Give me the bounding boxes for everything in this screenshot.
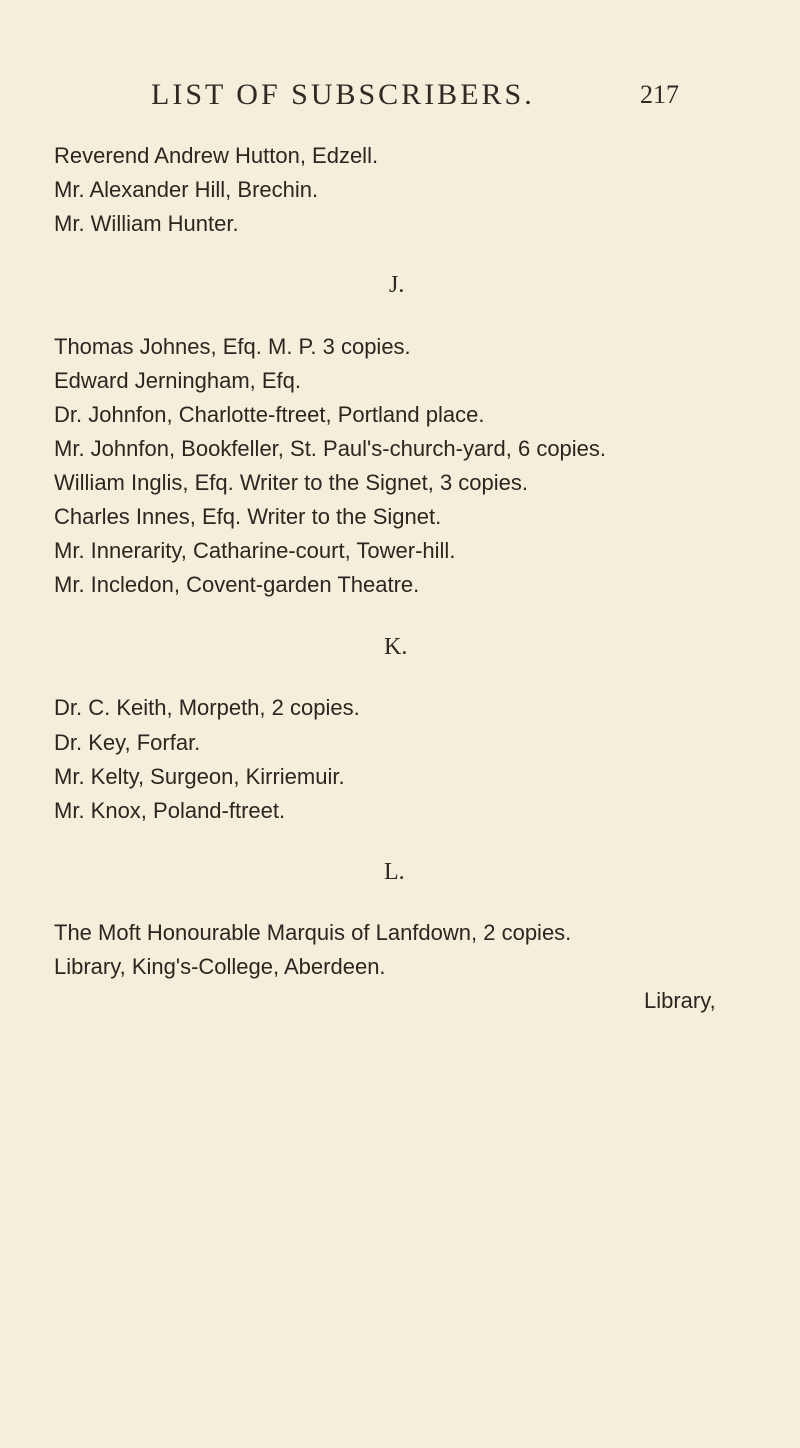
subscriber-entry: Charles Innes, Efq. Writer to the Signet. [54,504,442,529]
page-title: LIST OF SUBSCRIBERS. [151,78,535,111]
catchword: Library, [644,988,716,1013]
section-letter-k: K. [384,634,408,660]
page-header [0,78,800,118]
subscriber-entry: Mr. Kelty, Surgeon, Kirriemuir. [54,764,345,789]
section-letter-l: L. [384,859,405,885]
subscriber-entry: Edward Jerningham, Efq. [54,368,302,393]
subscriber-entry: Thomas Johnes, Efq. M. P. 3 copies. [54,334,411,359]
subscriber-entry: Library, King's-College, Aberdeen. [54,954,386,979]
subscriber-entry: The Moft Honourable Marquis of Lanfdown, 2 copies. [54,920,572,945]
subscriber-entry: Mr. Incledon, Covent-garden Theatre. [54,572,420,597]
page-number: 217 [640,80,679,109]
subscriber-entry: Dr. C. Keith, Morpeth, 2 copies. [54,695,360,720]
subscriber-entry: Mr. Innerarity, Catharine-court, Tower-hill. [54,538,456,563]
section-letter-j: J. [389,272,405,298]
subscriber-entry: Dr. Johnfon, Charlotte-ftreet, Portland place. [54,402,485,427]
subscriber-entry: Dr. Key, Forfar. [54,730,201,755]
subscriber-entry: Mr. Johnfon, Bookfeller, St. Paul's-church-yard, 6 copies. [54,436,607,461]
subscriber-entry: Mr. William Hunter. [54,211,239,236]
subscriber-entry: Mr. Knox, Poland-ftreet. [54,798,286,823]
subscriber-entry: Reverend Andrew Hutton, Edzell. [54,143,379,168]
subscriber-entry: Mr. Alexander Hill, Brechin. [54,177,319,202]
subscriber-entry: William Inglis, Efq. Writer to the Signet, 3 copies. [54,470,528,495]
